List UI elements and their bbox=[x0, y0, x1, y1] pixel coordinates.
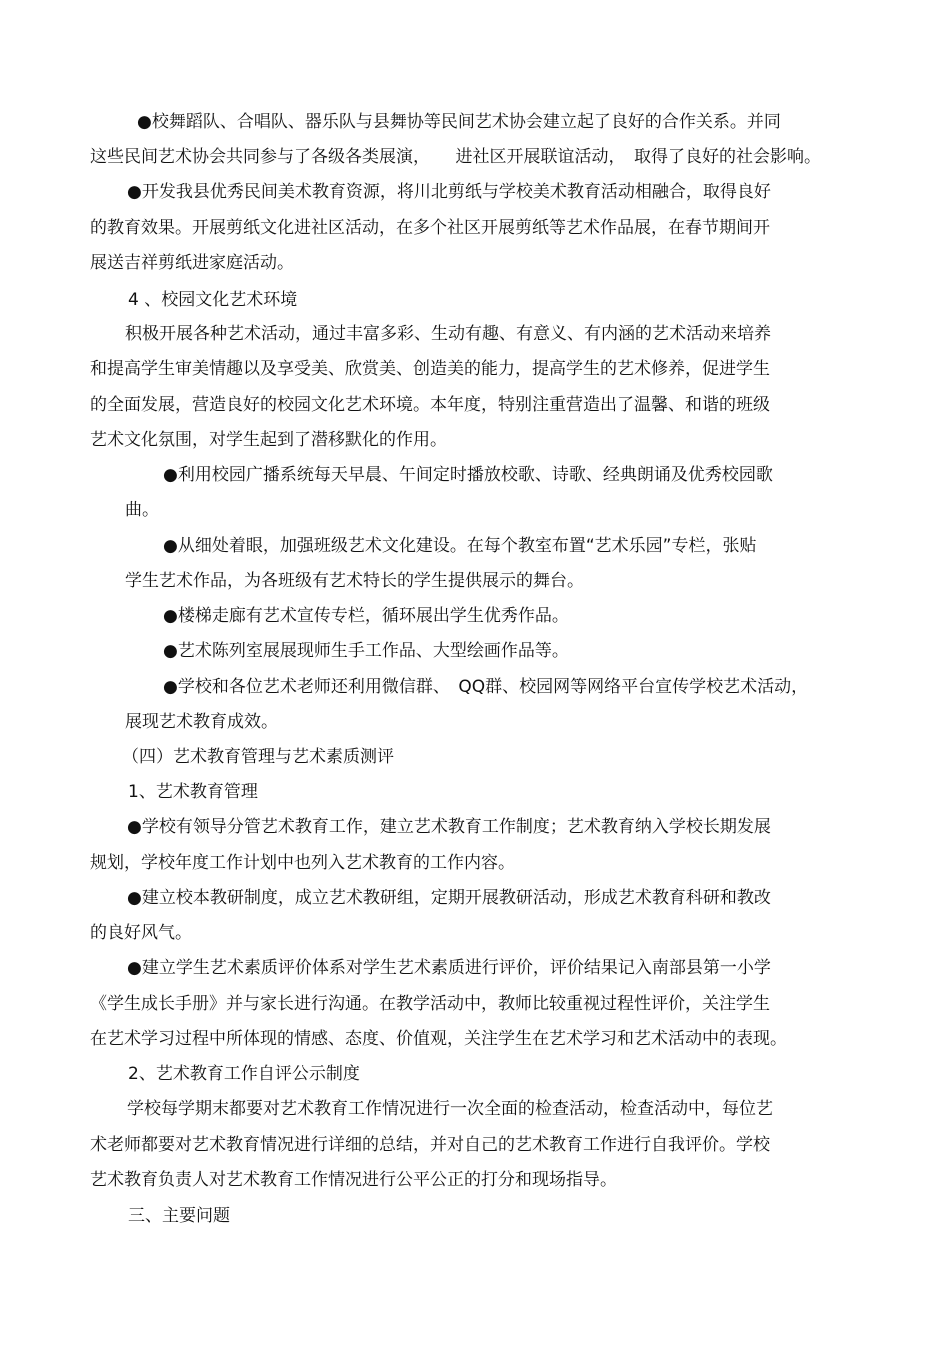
paragraph-line: ●艺术陈列室展展现师生手工作品、大型绘画作品等。 bbox=[163, 641, 569, 661]
paragraph-line: ●楼梯走廊有艺术宣传专栏，循环展出学生优秀作品。 bbox=[163, 606, 569, 626]
paragraph-line: 术老师都要对艺术教育情况进行详细的总结，并对自己的艺术教育工作进行自我评价。学校 bbox=[90, 1135, 770, 1155]
section-heading: （四）艺术教育管理与艺术素质测评 bbox=[122, 747, 394, 767]
paragraph-line: 和提高学生审美情趣以及享受美、欣赏美、创造美的能力，提高学生的艺术修养，促进学生 bbox=[90, 359, 770, 379]
paragraph-line: 的良好风气。 bbox=[90, 923, 192, 943]
paragraph-line: ●利用校园广播系统每天早晨、午间定时播放校歌、诗歌、经典朗诵及优秀校园歌 bbox=[163, 465, 773, 485]
section-heading: 2、艺术教育工作自评公示制度 bbox=[128, 1064, 360, 1084]
paragraph-line: 规划，学校年度工作计划中也列入艺术教育的工作内容。 bbox=[90, 853, 515, 873]
paragraph-line: 《学生成长手册》并与家长进行沟通。在教学活动中，教师比较重视过程性评价，关注学生 bbox=[90, 994, 770, 1014]
section-heading: 三、主要问题 bbox=[128, 1206, 230, 1226]
paragraph-line: 展现艺术教育成效。 bbox=[125, 712, 278, 732]
paragraph-line: 这些民间艺术协会共同参与了各级各类展演， 进社区开展联谊活动， 取得了良好的社会影响。 bbox=[90, 147, 821, 167]
section-heading: 4 、校园文化艺术环境 bbox=[128, 290, 298, 310]
paragraph-line: 展送吉祥剪纸进家庭活动。 bbox=[90, 253, 294, 273]
paragraph-line: ●校舞蹈队、合唱队、器乐队与县舞协等民间艺术协会建立起了良好的合作关系。并同 bbox=[137, 112, 781, 132]
paragraph-line: 的教育效果。开展剪纸文化进社区活动，在多个社区开展剪纸等艺术作品展，在春节期间开 bbox=[90, 218, 770, 238]
paragraph-line: ●学校有领导分管艺术教育工作，建立艺术教育工作制度；艺术教育纳入学校长期发展 bbox=[127, 817, 771, 837]
paragraph-line: 在艺术学习过程中所体现的情感、态度、价值观，关注学生在艺术学习和艺术活动中的表现。 bbox=[90, 1029, 787, 1049]
section-heading: 1、艺术教育管理 bbox=[128, 782, 258, 802]
paragraph-line: 的全面发展，营造良好的校园文化艺术环境。本年度，特别注重营造出了温馨、和谐的班级 bbox=[90, 395, 770, 415]
paragraph-line: ●从细处着眼，加强班级艺术文化建设。在每个教室布置“艺术乐园”专栏，张贴 bbox=[163, 536, 757, 556]
paragraph-line: 艺术文化氛围，对学生起到了潜移默化的作用。 bbox=[90, 430, 447, 450]
paragraph-line: 积极开展各种艺术活动，通过丰富多彩、生动有趣、有意义、有内涵的艺术活动来培养 bbox=[125, 324, 771, 344]
paragraph-line: ●学校和各位艺术老师还利用微信群、 QQ群、校园网等网络平台宣传学校艺术活动， bbox=[163, 677, 809, 697]
paragraph-line: 学生艺术作品，为各班级有艺术特长的学生提供展示的舞台。 bbox=[125, 571, 584, 591]
paragraph-line: ●建立校本教研制度，成立艺术教研组，定期开展教研活动，形成艺术教育科研和教改 bbox=[127, 888, 771, 908]
paragraph-line: 学校每学期末都要对艺术教育工作情况进行一次全面的检查活动，检查活动中，每位艺 bbox=[127, 1099, 773, 1119]
paragraph-line: ●开发我县优秀民间美术教育资源，将川北剪纸与学校美术教育活动相融合，取得良好 bbox=[127, 182, 771, 202]
paragraph-line: 艺术教育负责人对艺术教育工作情况进行公平公正的打分和现场指导。 bbox=[90, 1170, 617, 1190]
paragraph-line: ●建立学生艺术素质评价体系对学生艺术素质进行评价，评价结果记入南部县第一小学 bbox=[127, 958, 771, 978]
paragraph-line: 曲。 bbox=[125, 500, 159, 520]
